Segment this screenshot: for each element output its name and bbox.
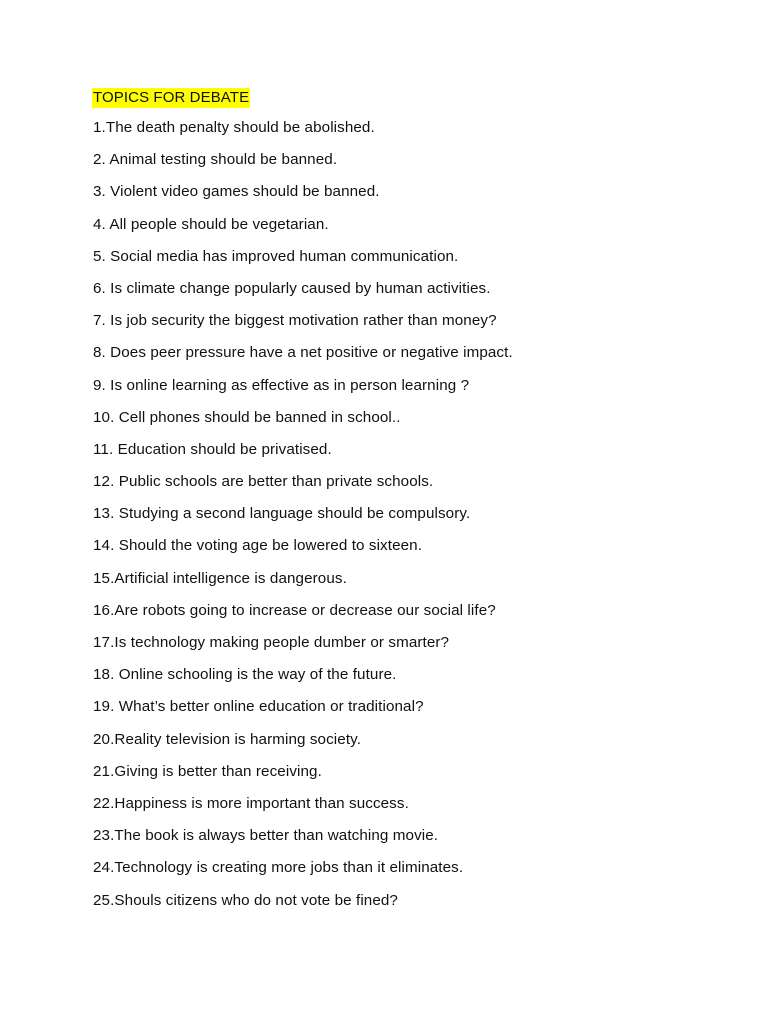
topic-item: 18. Online schooling is the way of the future. xyxy=(93,666,397,684)
topic-item: 3. Violent video games should be banned. xyxy=(93,183,380,201)
document-title: TOPICS FOR DEBATE xyxy=(93,89,250,106)
topic-item: 17.Is technology making people dumber or smarter? xyxy=(93,634,450,651)
topic-item: 8. Does peer pressure have a net positive or negative impact. xyxy=(93,344,513,362)
topic-item: 7. Is job security the biggest motivation rather than money? xyxy=(93,312,497,330)
topic-item: 9. Is online learning as effective as in person learning ? xyxy=(93,376,470,394)
topic-item: 2. Animal testing should be banned. xyxy=(93,151,338,169)
topic-item: 4. All people should be vegetarian. xyxy=(93,215,329,233)
topic-item: 25.Shouls citizens who do not vote be fined? xyxy=(93,891,398,909)
topic-item: 22.Happiness is more important than success. xyxy=(93,794,409,812)
document-content xyxy=(93,88,733,923)
topic-item: 13. Studying a second language should be compulsory. xyxy=(93,505,471,523)
topic-item: 12. Public schools are better than private schools. xyxy=(93,473,434,491)
topic-item: 1.The death penalty should be abolished. xyxy=(93,119,375,136)
topic-item: 20.Reality television is harming society. xyxy=(93,730,362,748)
topic-item: 11. Education should be privatised. xyxy=(93,440,332,458)
topic-item: 19. What’s better online education or traditional? xyxy=(93,698,424,716)
topic-list xyxy=(93,118,733,923)
topic-item: 15.Artificial intelligence is dangerous. xyxy=(93,569,347,587)
topic-item: 23.The book is always better than watching movie. xyxy=(93,827,439,845)
topic-item: 16.Are robots going to increase or decrease our social life? xyxy=(93,601,496,619)
topic-item: 6. Is climate change popularly caused by human activities. xyxy=(93,279,491,297)
topic-item: 24.Technology is creating more jobs than it eliminates. xyxy=(93,859,464,877)
topic-item: 5. Social media has improved human communication. xyxy=(93,247,459,265)
topic-item: 14. Should the voting age be lowered to sixteen. xyxy=(93,537,423,555)
topic-item: 10. Cell phones should be banned in school.. xyxy=(93,408,401,426)
topic-item: 21.Giving is better than receiving. xyxy=(93,762,322,780)
